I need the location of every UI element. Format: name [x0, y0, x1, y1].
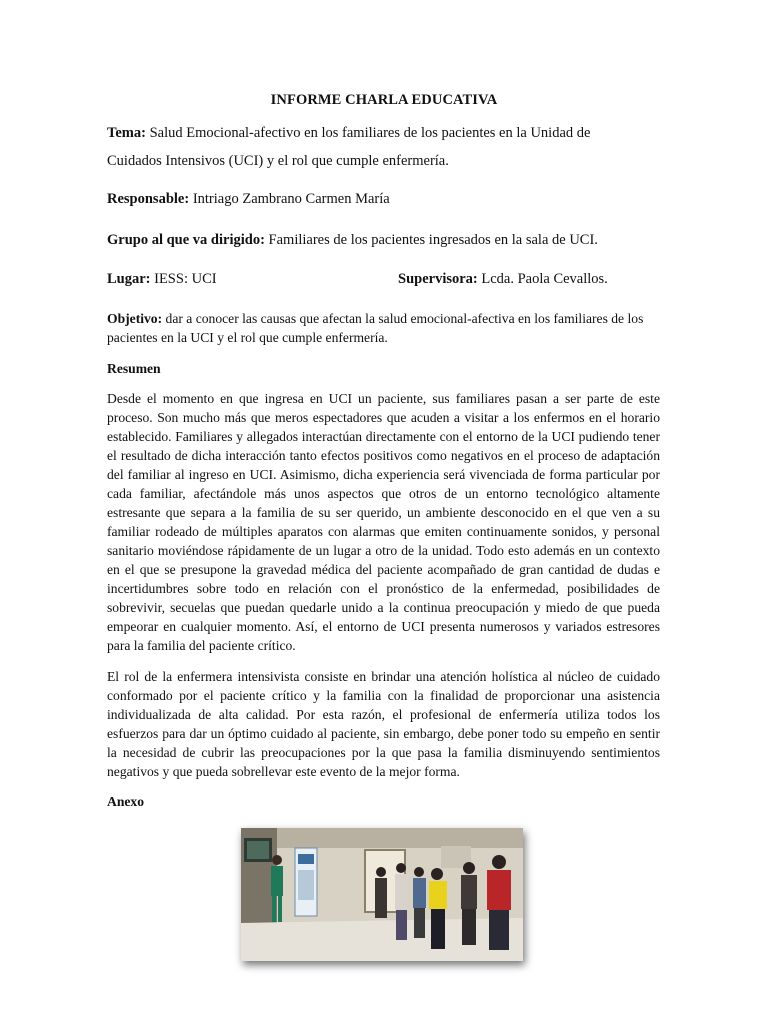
- lugar-line: [107, 271, 217, 288]
- grupo-label: Grupo al que va dirigido:: [107, 232, 265, 248]
- lugar-value: IESS: UCI: [154, 271, 217, 287]
- grupo-line: [107, 232, 598, 249]
- document-title: INFORME CHARLA EDUCATIVA: [270, 92, 498, 108]
- responsable-label: Responsable:: [107, 191, 190, 207]
- resumen-paragraph-1: Desde el momento en que ingresa en UCI un paciente, sus familiares pasan a ser parte de este proceso. Son mucho más que meros espectadores que acuden a visitar a los enfermos en el horario establecido. Familiares y allegados interactúan directamente con el entorno de la UCI pudiendo tener el resultado de dicha interacción tanto efectos positivos como negativos en el proceso de adaptación del familiar al ingreso en UCI. Asimismo, dicha experiencia será vivenciada de forma particular por cada familiar, afectándole más unos aspectos que otros de un entorno tecnológico altamente estresante que separa a la familia de su ser querido, un ambiente desconocido en el que ven a su familiar rodeado de múltiples aparatos con alarmas que emiten continuamente sonidos, y personal sanitario moviéndose rápidamente de un lugar a otro de la unidad. Todo esto además en un contexto en el que se presupone la gravedad médica del paciente acompañado de gran cantidad de dudas e incertidumbres sobre todo en relación con el pronóstico de la enfermedad, posibilidades de sobrevivir, secuelas que puedan quedarle unido a la continua preocupación y miedo de que pueda empeorar en cualquier momento. Así, el entorno de UCI presenta numerosos y variados estresores para la familia del paciente crítico.: [107, 391, 660, 653]
- resumen-paragraph-2: El rol de la enfermera intensivista consiste en brindar una atención holística al núcleo de cuidado conformado por el paciente crítico y la familia con la finalidad de proporcionar una asistencia individualizada de alta calidad. Por esta razón, el profesional de enfermería utiliza todos los esfuerzos para dar un óptimo cuidado al paciente, sin embargo, debe poner todo su empeño en sentir la necesidad de cubrir las preocupaciones por la que pasa la familia disminuyendo sentimientos negativos y que pueda sobrellevar este evento de la mejor forma.: [107, 669, 660, 779]
- objetivo-label: Objetivo:: [107, 311, 163, 326]
- photo-illustration: [241, 828, 523, 961]
- anexo-heading: Anexo: [107, 794, 145, 809]
- supervisora-line: [398, 271, 608, 288]
- resumen-heading: Resumen: [107, 361, 161, 376]
- grupo-value: Familiares de los pacientes ingresados en la sala de UCI.: [268, 232, 598, 248]
- tema-label: Tema:: [107, 125, 146, 141]
- anexo-photo: [241, 828, 523, 961]
- supervisora-label: Supervisora:: [398, 271, 478, 287]
- tema-text-2: Cuidados Intensivos (UCI) y el rol que cumple enfermería.: [107, 153, 449, 169]
- objetivo-text-1: dar a conocer las causas que afectan la salud emocional-afectiva en los familiares de los: [165, 311, 644, 326]
- tema-text-1: Salud Emocional-afectivo en los familiares de los pacientes en la Unidad de: [149, 125, 591, 141]
- supervisora-value: Lcda. Paola Cevallos.: [481, 271, 608, 287]
- objetivo-line-1: [107, 309, 661, 328]
- objetivo-block: [107, 309, 661, 347]
- responsable-value: Intriago Zambrano Carmen María: [192, 191, 390, 207]
- responsable-line: [107, 191, 390, 208]
- objetivo-text-2: pacientes en la UCI y el rol que cumple enfermería.: [107, 330, 388, 345]
- lugar-label: Lugar:: [107, 271, 151, 287]
- tema-line-1: [107, 125, 590, 142]
